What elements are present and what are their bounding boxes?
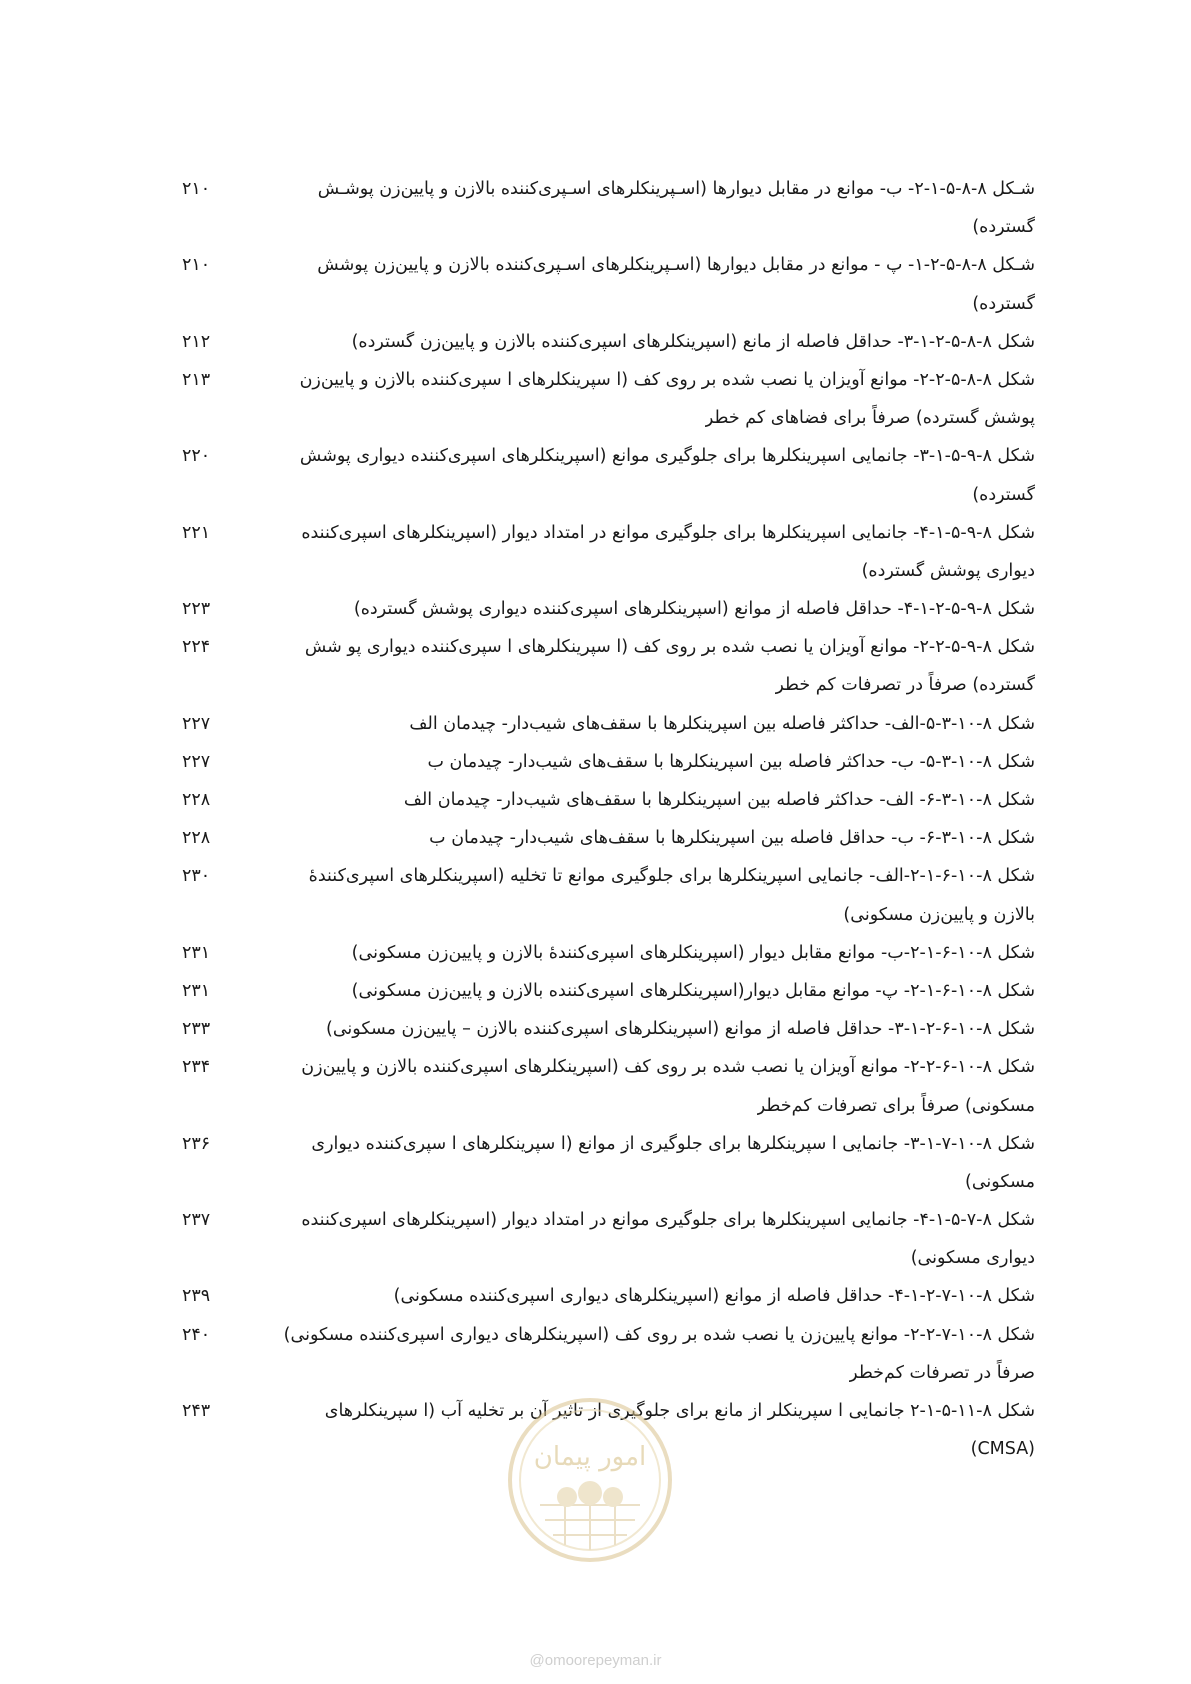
toc-entry-page: ۲۲۸ [182, 828, 211, 849]
toc-entry-page: ۲۴۳ [182, 1401, 211, 1421]
toc-entry-line [182, 285, 1035, 323]
toc-entry-text: شکل ۸-۸-۵-۲-۱-۳- حداقل فاصله از مانع (اسپرینکلرهای اسپری‌کننده بالازن و پایین‌زن گسترده) [351, 331, 1035, 352]
toc-entry [182, 590, 1035, 628]
toc-entry-text: شکل ۸-۱۰-۳-۵-الف- حداکثر فاصله بین اسپرینکلرها با سقف‌های شیب‌دار- چیدمان الف [409, 713, 1035, 734]
toc-entry [182, 437, 1035, 513]
toc-entry-text: بالازن و پایین‌زن مسکونی) [843, 904, 1035, 925]
toc-entry-text: شکل ۸-۸-۵-۲-۲- موانع آویزان یا نصب شده بر روی کف (ا سپرینکلرهای ا سپری‌کننده بالازن و پایین‌زن [299, 369, 1035, 390]
toc-entry-line [182, 590, 1035, 628]
toc-entry-text: (CMSA) [970, 1439, 1035, 1460]
toc-entry-line [182, 972, 1035, 1010]
toc-entry-line [182, 1277, 1035, 1315]
toc-entry-text: دیواری پوشش گسترده) [861, 560, 1035, 581]
toc-entry [182, 705, 1035, 743]
toc-entry-page: ۲۴۰ [182, 1324, 211, 1345]
toc-entry-page: ۲۲۴ [182, 637, 211, 658]
toc-entry [182, 819, 1035, 857]
toc-entry-line [182, 437, 1035, 475]
toc-entry-text: شـکل ۸-۸-۵-۲-۱- پ - موانع در مقابل دیوارها (اسـپرینکلرهای اسـپری‌کننده بالازن و پایین‌زن پوشش [317, 255, 1035, 276]
toc-entry-text: شکل ۸-۱۰-۶-۲-۱-۳- حداقل فاصله از موانع (اسپرینکلرهای اسپری‌کننده بالازن – پایین‌زن مسکونی) [326, 1019, 1035, 1040]
toc-entry-text: شـکل ۸-۸-۵-۱-۲- ب- موانع در مقابل دیوارها (اسـپرینکلرهای اسـپری‌کننده بالازن و پایین‌زن پوشـش [317, 179, 1035, 199]
toc-entry-page: ۲۳۰ [182, 866, 211, 887]
toc-entry-page: ۲۱۲ [182, 331, 211, 352]
toc-entry-line [182, 246, 1035, 284]
toc-entry [182, 323, 1035, 361]
watermark-logo [505, 1395, 675, 1565]
toc-entry-page: ۲۳۱ [182, 942, 211, 963]
toc-entry-text: پوشش گسترده) صرفاً برای فضاهای کم خطر [704, 408, 1035, 429]
toc-entry-text: شکل ۸-۱۰-۶-۱-۲- پ- موانع مقابل دیوار(اسپرینکلرهای اسپری‌کننده بالازن و پایین‌زن مسکونی) [351, 980, 1035, 1001]
toc-entry-line [182, 743, 1035, 781]
toc-entry [182, 514, 1035, 590]
footer-website: @omoorepeyman.ir [529, 1652, 662, 1669]
toc-entry-text: گسترده) [972, 484, 1035, 505]
toc-entry-page: ۲۳۶ [182, 1133, 211, 1154]
toc-entry [182, 934, 1035, 972]
toc-entry-line [182, 361, 1035, 399]
toc-entry-line [182, 208, 1035, 246]
toc-entry-line [182, 514, 1035, 552]
toc-entry-page: ۲۱۳ [182, 369, 211, 390]
toc-entry [182, 781, 1035, 819]
toc-entry [182, 1048, 1035, 1124]
toc-entry-line [182, 1316, 1035, 1354]
toc-entry [182, 246, 1035, 322]
toc-entry-line [182, 896, 1035, 934]
toc-entry-text: مسکونی) صرفاً برای تصرفات کم‌خطر [756, 1095, 1035, 1116]
toc-entry-line [182, 1163, 1035, 1201]
toc-entry-line [182, 705, 1035, 743]
toc-entry-text: شکل ۸-۱۰-۳-۶- ب- حداقل فاصله بین اسپرینکلرها با سقف‌های شیب‌دار- چیدمان ب [429, 828, 1035, 849]
toc-entry-page: ۲۲۰ [182, 446, 211, 467]
toc-entry-line [182, 170, 1035, 208]
toc-entry-page: ۲۱۰ [182, 179, 211, 199]
toc-entry-line [182, 1087, 1035, 1125]
toc-entry-page: ۲۳۳ [182, 1019, 211, 1040]
toc-entry-page: ۲۲۱ [182, 522, 211, 543]
toc-entry-line [182, 1239, 1035, 1277]
toc-entry-text: شکل ۸-۹-۵-۲-۱-۴- حداقل فاصله از موانع (اسپرینکلرهای اسپری‌کننده دیواری پوشش گسترده) [353, 599, 1035, 620]
toc-entry-text: گسترده) [972, 217, 1035, 238]
toc-entry-line [182, 628, 1035, 666]
toc-entry-text: گسترده) [972, 293, 1035, 314]
toc-entry-line [182, 323, 1035, 361]
toc-entry-text: گسترده) صرفاً در تصرفات کم خطر [775, 675, 1035, 696]
table-of-figures [182, 170, 1035, 1468]
toc-entry-page: ۲۲۷ [182, 713, 211, 734]
toc-entry-text: شکل ۸-۹-۵-۱-۴- جانمایی اسپرینکلرها برای جلوگیری موانع در امتداد دیوار (اسپرینکلرهای اسپری‌کننده [301, 522, 1035, 543]
toc-entry-line [182, 857, 1035, 895]
toc-entry [182, 628, 1035, 704]
toc-entry-page: ۲۱۰ [182, 255, 211, 276]
toc-entry-text: دیواری مسکونی) [910, 1248, 1035, 1269]
toc-entry-page: ۲۲۳ [182, 599, 211, 620]
toc-entry-line [182, 399, 1035, 437]
toc-entry [182, 1277, 1035, 1315]
toc-entry-text: شکل ۸-۱۰-۳-۶- الف- حداکثر فاصله بین اسپرینکلرها با سقف‌های شیب‌دار- چیدمان الف [403, 790, 1035, 810]
toc-entry-line [182, 1201, 1035, 1239]
toc-entry-page: ۲۲۸ [182, 790, 211, 810]
toc-entry-text: شکل ۸-۱۰-۷-۲-۲- موانع پایین‌زن یا نصب شده بر روی کف (اسپرینکلرهای دیواری اسپری‌کننده مسکونی) [283, 1324, 1035, 1345]
toc-entry-line [182, 476, 1035, 514]
toc-entry-text: شکل ۸-۱۰-۷-۱-۳- جانمایی ا سپرینکلرها برای جلوگیری از موانع (ا سپرینکلرهای ا سپری‌کننده دیواری [311, 1133, 1035, 1154]
toc-entry-text: مسکونی) [965, 1171, 1035, 1192]
toc-entry-page: ۲۳۹ [182, 1286, 211, 1307]
toc-entry-line [182, 1125, 1035, 1163]
toc-entry [182, 361, 1035, 437]
toc-entry-text: صرفاً در تصرفات کم‌خطر [849, 1362, 1035, 1383]
toc-entry [182, 1316, 1035, 1392]
toc-entry-line [182, 666, 1035, 704]
toc-entry-page: ۲۳۴ [182, 1057, 211, 1078]
toc-entry-page: ۲۳۷ [182, 1210, 211, 1231]
toc-entry-line [182, 1010, 1035, 1048]
toc-entry [182, 1201, 1035, 1277]
toc-entry-line [182, 552, 1035, 590]
toc-entry-line [182, 1048, 1035, 1086]
toc-entry-text: شکل ۸-۱۰-۷-۲-۱-۴- حداقل فاصله از موانع (اسپرینکلرهای دیواری اسپری‌کننده مسکونی) [393, 1286, 1035, 1307]
toc-entry-text: شکل ۸-۱۱-۵-۱-۲ جانمایی ا سپرینکلر از مانع برای جلوگیری از تاثیر آن بر تخلیه آب (ا سپرینکلرهای [324, 1401, 1035, 1421]
watermark-logo-text: امور پیمان [533, 1442, 647, 1472]
toc-entry-line [182, 934, 1035, 972]
toc-entry [182, 1010, 1035, 1048]
toc-entry-line [182, 781, 1035, 819]
toc-entry-text: شکل ۸-۱۰-۶-۱-۲-الف- جانمایی اسپرینکلرها برای جلوگیری موانع تا تخلیه (اسپرینکلرهای اسپری‌کنندۀ [308, 866, 1035, 887]
toc-entry-page: ۲۳۱ [182, 980, 211, 1001]
toc-entry-text: شکل ۸-۹-۵-۱-۳- جانمایی اسپرینکلرها برای جلوگیری موانع (اسپرینکلرهای اسپری‌کننده دیواری پوشش [299, 446, 1035, 467]
toc-entry [182, 1125, 1035, 1201]
toc-entry [182, 170, 1035, 246]
toc-entry [182, 857, 1035, 933]
toc-entry-text: شکل ۸-۷-۵-۱-۴- جانمایی اسپرینکلرها برای جلوگیری موانع در امتداد دیوار (اسپرینکلرهای اسپری‌کننده [301, 1210, 1035, 1231]
toc-entry-page: ۲۲۷ [182, 751, 211, 772]
toc-entry-text: شکل ۸-۱۰-۳-۵- ب- حداکثر فاصله بین اسپرینکلرها با سقف‌های شیب‌دار- چیدمان ب [427, 751, 1035, 772]
toc-entry-line [182, 819, 1035, 857]
toc-entry-text: شکل ۸-۹-۵-۲-۲- موانع آویزان یا نصب شده بر روی کف (ا سپرینکلرهای ا سپری‌کننده دیواری پو شش [304, 637, 1035, 658]
toc-entry [182, 743, 1035, 781]
toc-entry-line [182, 1354, 1035, 1392]
toc-entry-text: شکل ۸-۱۰-۶-۲-۲- موانع آویزان یا نصب شده بر روی کف (اسپرینکلرهای اسپری‌کننده بالازن و پایین‌زن [301, 1057, 1035, 1078]
toc-entry-text: شکل ۸-۱۰-۶-۱-۲-ب- موانع مقابل دیوار (اسپرینکلرهای اسپری‌کنندۀ بالازن و پایین‌زن مسکونی) [351, 942, 1035, 963]
toc-entry [182, 972, 1035, 1010]
